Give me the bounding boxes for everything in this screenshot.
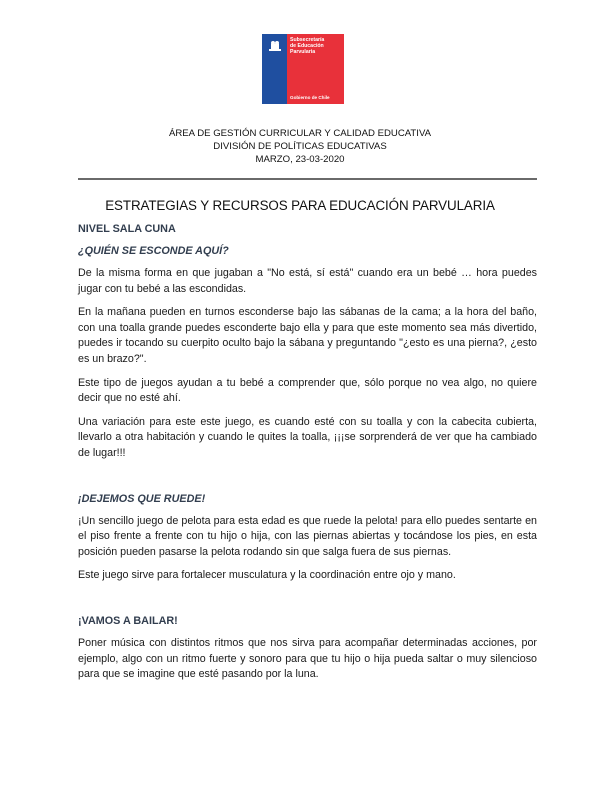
header-area: ÁREA DE GESTIÓN CURRICULAR Y CALIDAD EDUCATIVA [168,128,432,139]
header-divider [78,178,537,180]
logo-blue-panel [262,34,287,104]
logo-government-label: Gobierno de Chile [290,95,330,100]
logo-title-line: de Educación [290,43,324,49]
paragraph: Este juego sirve para fortalecer musculatura y la coordinación entre ojo y mano. [78,569,456,582]
paragraph: En la mañana pueden en turnos esconderse bajo las sábanas de la cama; a la hora del baño, con una toalla grande puedes esconderte bajo ella y para que este momento sea más divertido, puedes ir tocando su cuerpito oculto bajo la sábana y preguntando "¿esto es una pierna?, ¿esto es un brazo?". [78,306,537,365]
logo-title-line: Subsecretaría [290,37,325,43]
header-date: MARZO, 23-03-2020 [255,154,345,165]
spacer [78,592,537,614]
spacer [78,470,537,492]
document-header [0,127,600,166]
chile-coat-of-arms-icon [267,40,283,52]
paragraph: De la misma forma en que jugaban a "No está, sí está" cuando era un bebé … hora puedes jugar con tu bebé a las escondidas. [78,267,537,295]
level-heading: NIVEL SALA CUNA [78,223,176,235]
paragraph: Este tipo de juegos ayudan a tu bebé a comprender que, sólo porque no vea algo, no quiere decir que no esté ahí. [78,376,537,405]
paragraph: Una variación para este este juego, es cuando esté con su toalla y con la cabecita cubierta, llevarlo a otra habitación y cuando le quites la toalla, ¡¡¡se sorprenderá de ver que ha cambiado de lugar!!! [78,415,537,459]
paragraph: Poner música con distintos ritmos que nos sirva para acompañar determinadas acciones, por ejemplo, algo con un ritmo fuerte y sonoro para que tu hijo o hija pueda saltar o muy silencioso para que se imagine que esté pasando por la luna. [78,636,537,681]
document-title: ESTRATEGIAS Y RECURSOS PARA EDUCACIÓN PARVULARIA [105,198,495,213]
logo-red-panel [287,34,344,104]
paragraph: ¡Un sencillo juego de pelota para esta edad es que ruede la pelota! para ello puedes sentarte en el piso frente a frente con tu hijo o hija, con las piernas abiertas y tocándose los pies, en esta posición pueden pasarse la pelota rodando sin que salga fuera de sus piernas. [78,514,537,558]
section-heading-roll: ¡DEJEMOS QUE RUEDE! [78,492,206,505]
header-division: DIVISIÓN DE POLÍTICAS EDUCATIVAS [213,141,387,152]
subsecretaria-logo [262,34,344,104]
section-heading-hide: ¿QUIÉN SE ESCONDE AQUÍ? [78,245,229,257]
logo-title-line: Parvularia [290,49,316,55]
document-body [78,222,537,691]
section-heading-dance: ¡VAMOS A BAILAR! [78,614,178,627]
